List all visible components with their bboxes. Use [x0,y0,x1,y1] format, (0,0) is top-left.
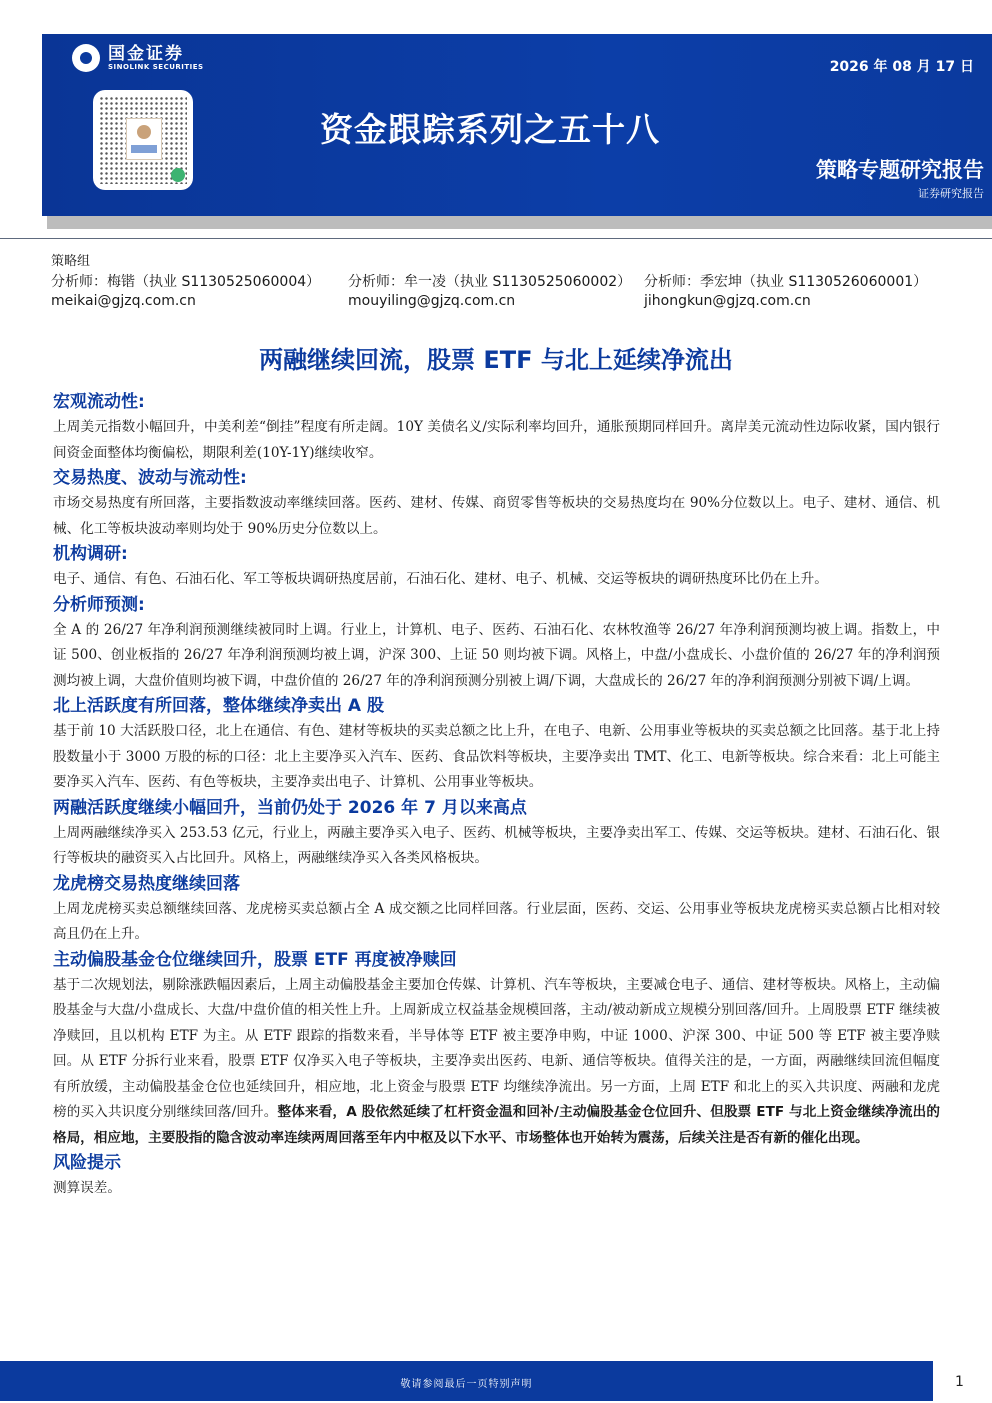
section-heading-margin: 两融活跃度继续小幅回升，当前仍处于 2026 年 7 月以来高点 [53,797,527,818]
report-type: 策略专题研究报告 [816,158,984,182]
section-heading-northbound: 北上活跃度有所回落，整体继续净卖出 A 股 [53,696,384,716]
qr-code [93,90,193,190]
logo-cn-name: 国金证券 [108,43,184,64]
section-heading-funds: 主动偏股基金仓位继续回升，股票 ETF 再度被净赎回 [53,949,457,970]
qr-center-logo [126,118,162,160]
qr-tag [131,145,157,153]
logo-en-name: SINOLINK SECURITIES [108,62,204,71]
page-number: 1 [955,1374,964,1390]
section-heading-research: 机构调研: [53,544,128,564]
company-logo [72,44,204,72]
section-body-trading: 市场交易热度有所回落，主要指数波动率继续回落。医药、建材、传媒、商贸零售等板块的交易热度均在 90%分位数以上。电子、建材、通信、机械、化工等板块波动率则均处于 90%历史分位数以上。 [53,495,940,537]
qr-badge-icon [171,168,185,182]
report-subtype: 证券研究报告 [918,187,984,200]
section-body-forecast: 全 A 的 26/27 年净利润预测继续被同时上调。行业上，计算机、电子、医药、石油石化、农林牧渔等 26/27 年净利润预测均被上调。指数上，中证 500、创业板指的 26/27 年净利润预测均被上调，沪深 300、上证 50 则均被下调。风格上，中盘/小盘成长、小盘价值的 26/27 年的净利润预测均被上调，大盘价值则均被下调，中盘价值的 26/27 年的净利润预测分别被上调/下调，大盘成长的 26/27 年的净利润预测分别被下调/上调。 [53,621,940,689]
analyst-3: 分析师：季宏坤（执业 S1130526060001） [644,274,928,290]
section-heading-macro: 宏观流动性: [53,392,145,412]
analyst-2-email[interactable]: mouyiling@gjzq.com.cn [348,293,516,309]
section-heading-risk: 风险提示 [53,1153,121,1173]
section-body-northbound: 基于前 10 大活跃股口径，北上在通信、有色、建材等板块的买卖总额之比上升，在电子、电新、公用事业等板块的买卖总额之比回落。基于北上持股数量小于 3000 万股的标的口径：北上主要净买入汽车、医药、食品饮料等板块，主要净卖出 TMT、化工、电新等板块。综合来看：北上可能主要净买入汽车、医药、有色等板块，主要净卖出电子、计算机、公用事业等板块。 [53,723,940,790]
report-date: 2026 年 08 月 17 日 [829,59,974,75]
section-body-research: 电子、通信、有色、石油石化、军工等板块调研热度居前，石油石化、建材、电子、机械、交运等板块的调研热度环比仍在上升。 [53,571,828,587]
qr-logo-icon [137,125,151,139]
document-title: 两融继续回流，股票 ETF 与北上延续净流出 [259,346,733,374]
analyst-1-email[interactable]: meikai@gjzq.com.cn [51,293,196,309]
section-body-macro: 上周美元指数小幅回升，中美利差“倒挂”程度有所走阔。10Y 美债名义/实际利率均回升，通胀预期同样回升。离岸美元流动性边际收紧，国内银行间资金面整体均衡偏松，期限利差(10Y-1Y)继续收窄。 [53,419,940,461]
section-body-funds-conclusion: 整体来看，A 股依然延续了杠杆资金温和回补/主动偏股基金仓位回升、但股票 ETF 与北上资金继续净流出的格局，相应地，主要股指的隐含波动率连续两周回落至年内中枢及以下水平、市场整体也开始转为震荡，后续关注是否有新的催化出现。 [53,1104,940,1146]
summary-sections [53,390,940,1202]
footer-notice[interactable]: 敬请参阅最后一页特别声明 [400,1379,533,1390]
section-heading-dragon-tiger: 龙虎榜交易热度继续回落 [53,873,240,894]
analyst-3-email[interactable]: jihongkun@gjzq.com.cn [644,293,811,309]
section-heading-forecast: 分析师预测: [53,594,145,615]
series-title: 资金跟踪系列之五十八 [320,110,660,149]
analyst-1: 分析师：梅锴（执业 S1130525060004） [51,274,321,290]
team-name: 策略组 [51,254,91,269]
analyst-2: 分析师：牟一凌（执业 S1130525060002） [348,274,632,290]
header-divider [0,238,992,239]
section-heading-trading: 交易热度、波动与流动性: [53,468,247,488]
logo-icon [72,44,100,72]
section-body-funds [53,973,940,1152]
section-body-funds-text: 基于二次规划法，剔除涨跌幅因素后，上周主动偏股基金主要加仓传媒、计算机、汽车等板块，主要减仓电子、通信、建材等板块。风格上，主动偏股基金与大盘/小盘成长、大盘/中盘价值的相关性上升。上周新成立权益基金规模回落，主动/被动新成立规模分别回落/回升。上周股票 ETF 继续被净赎回，且以机构 ETF 为主。从 ETF 跟踪的指数来看，半导体等 ETF 被主要净申购，中证 1000、沪深 300、中证 500 等 ETF 被主要净赎回。从 ETF 分拆行业来看，股票 ETF 仅净买入电子等板块，主要净卖出医药、电新、通信等板块。值得关注的是，一方面，两融继续回流但幅度有所放缓，主动偏股基金仓位也延续回升，相应地，北上资金与股票 ETF 均继续净流出。另一方面，上周 ETF 和北上的买入共识度、两融和龙虎榜的买入共识度分别继续回落/回升。 [53,976,940,1120]
section-body-margin: 上周两融继续净买入 253.53 亿元，行业上，两融主要净买入电子、医药、机械等板块，主要净卖出军工、传媒、交运等板块。建材、石油石化、银行等板块的融资买入占比回升。风格上，两融继续净买入各类风格板块。 [53,824,940,866]
section-body-dragon-tiger: 上周龙虎榜买卖总额继续回落、龙虎榜买卖总额占全 A 成交额之比同样回落。行业层面，医药、交运、公用事业等板块龙虎榜买卖总额占比相对较高且仍在上升。 [53,900,940,942]
section-body-risk: 测算误差。 [53,1180,121,1196]
